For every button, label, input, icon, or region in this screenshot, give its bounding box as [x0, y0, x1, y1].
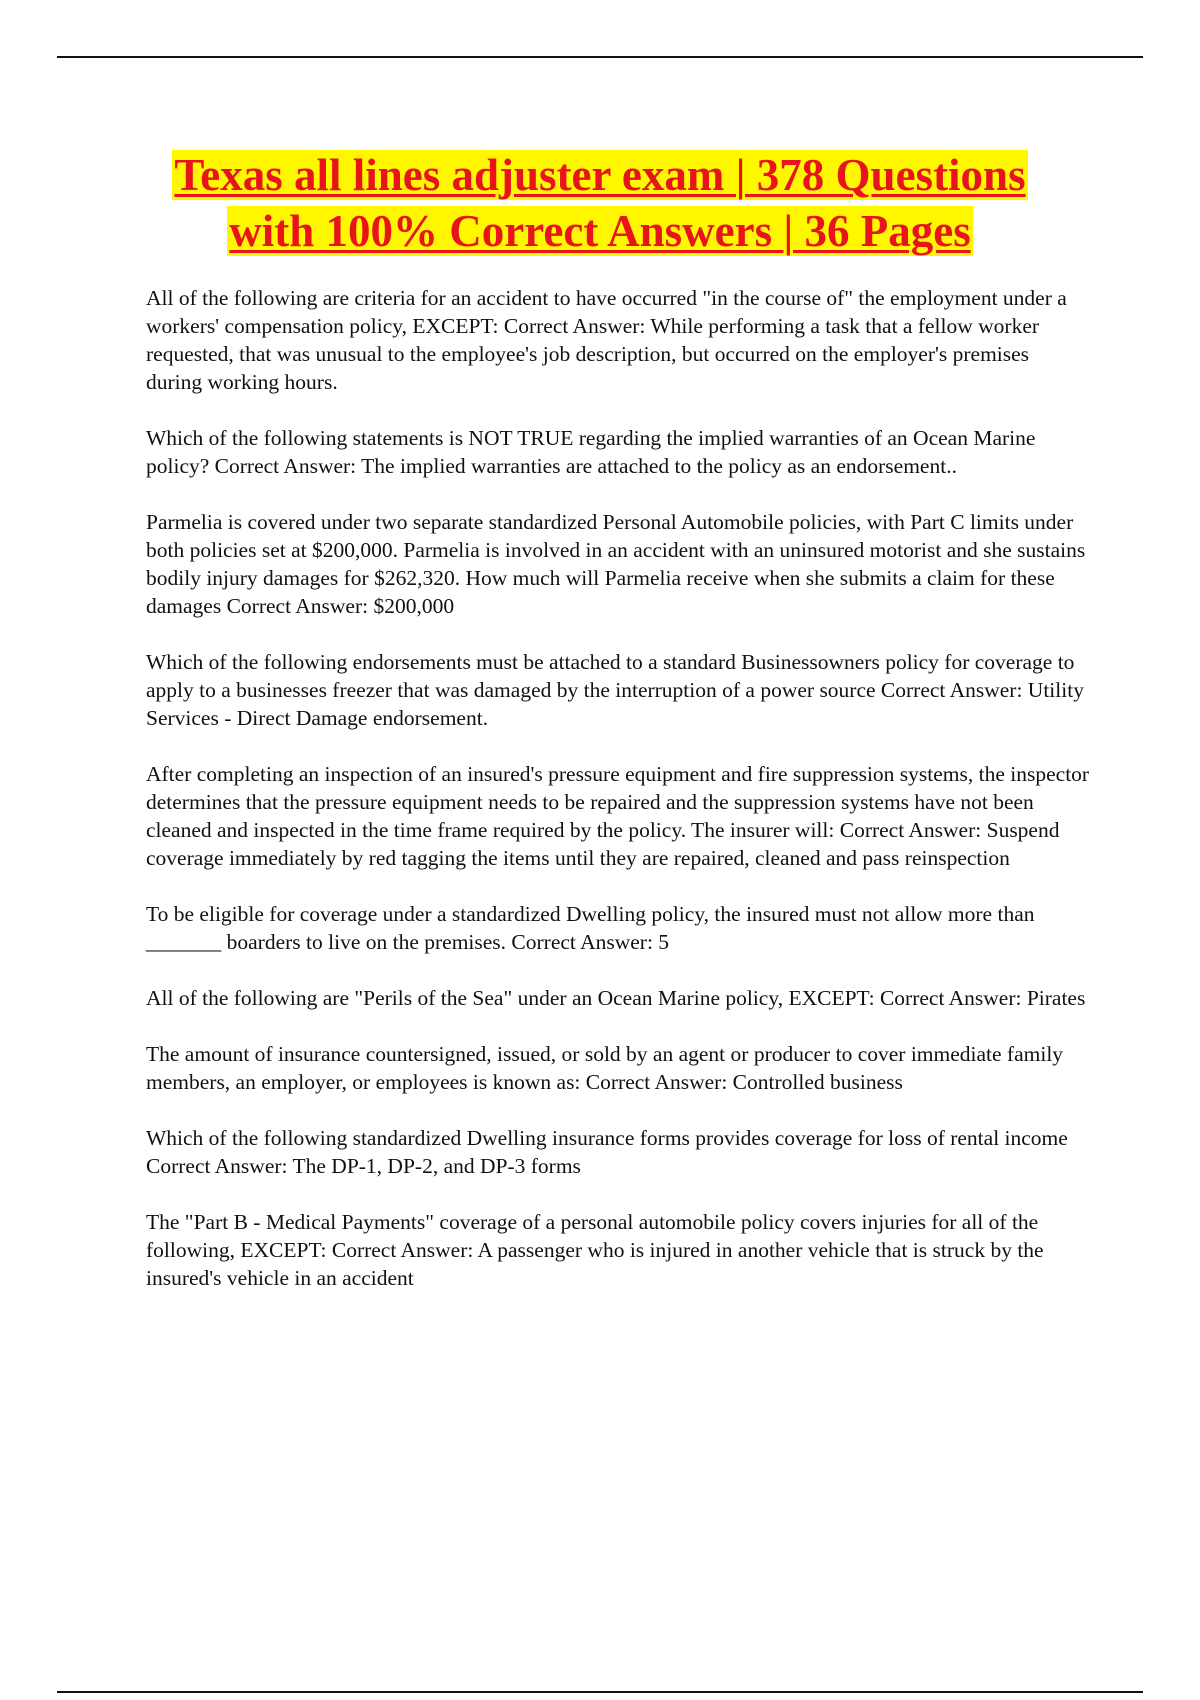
title-line-2: with 100% Correct Answers | 36 Pages: [229, 206, 971, 256]
bottom-rule: [57, 1691, 1143, 1693]
document-title: [57, 147, 1143, 259]
qa-item-2: Which of the following statements is NOT TRUE regarding the implied warranties of an Ocean Marine policy? Correct Answer: The implied warranties are attached to the policy as an endorsement..: [146, 426, 1036, 478]
qa-item-3: Parmelia is covered under two separate standardized Personal Automobile policies, with Part C limits under both policies set at $200,000. Parmelia is involved in an accident with an uninsured motorist and she sustains bodily injury damages for $262,320. How much will Parmelia receive when she submits a claim for these damages Correct Answer: $200,000: [146, 510, 1086, 618]
qa-item-4: Which of the following endorsements must be attached to a standard Businessowners policy for coverage to apply to a businesses freezer that was damaged by the interruption of a power source Correct Answer: Utility Services - Direct Damage endorsement.: [146, 650, 1084, 730]
qa-item-8: The amount of insurance countersigned, issued, or sold by an agent or producer to cover immediate family members, an employer, or employees is known as: Correct Answer: Controlled business: [146, 1042, 1064, 1094]
top-rule: [57, 56, 1143, 58]
qa-list: [146, 284, 1090, 1320]
qa-item-7: All of the following are "Perils of the Sea" under an Ocean Marine policy, EXCEPT: Correct Answer: Pirates: [146, 986, 1086, 1010]
qa-item-5: After completing an inspection of an insured's pressure equipment and fire suppression systems, the inspector determines that the pressure equipment needs to be repaired and the suppression systems have not been cleaned and inspected in the time frame required by the policy. The insurer will: Correct Answer: Suspend coverage immediately by red tagging the items until they are repaired, cleaned and pass reinspection: [146, 762, 1090, 870]
qa-item-9: Which of the following standardized Dwelling insurance forms provides coverage for loss of rental income Correct Answer: The DP-1, DP-2, and DP-3 forms: [146, 1126, 1068, 1178]
qa-item-6: To be eligible for coverage under a standardized Dwelling policy, the insured must not allow more than _______ boarders to live on the premises. Correct Answer: 5: [146, 902, 1035, 954]
qa-item-10: The "Part B - Medical Payments" coverage of a personal automobile policy covers injuries for all of the following, EXCEPT: Correct Answer: A passenger who is injured in another vehicle that is struck by the insured's vehicle in an accident: [146, 1210, 1044, 1290]
title-line-1: Texas all lines adjuster exam | 378 Questions: [174, 150, 1026, 200]
qa-item-1: All of the following are criteria for an accident to have occurred "in the course of" the employment under a workers' compensation policy, EXCEPT: Correct Answer: While performing a task that a fellow worker requested, that was unusual to the employee's job description, but occurred on the employer's premises during working hours.: [146, 286, 1067, 394]
